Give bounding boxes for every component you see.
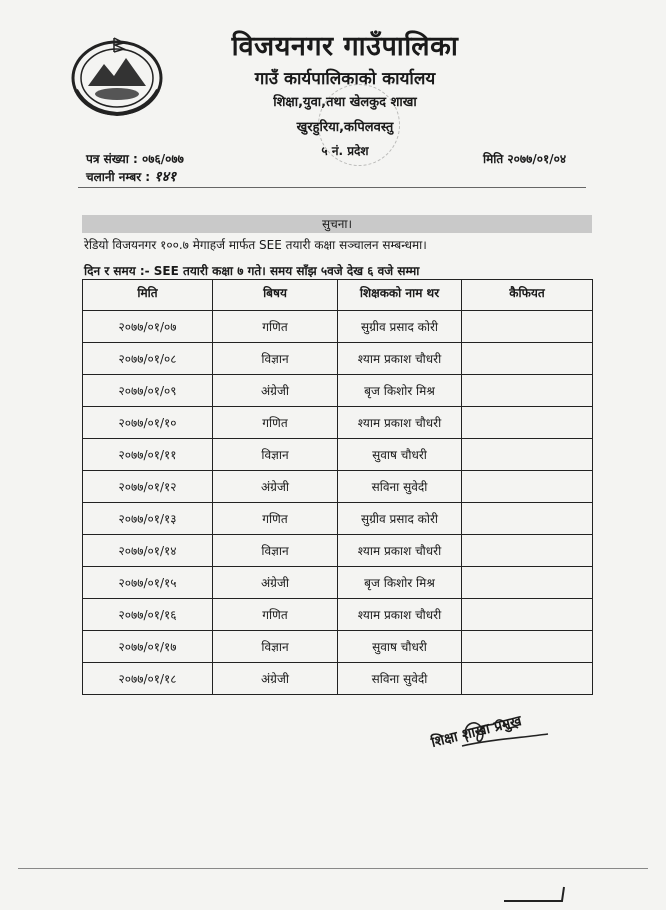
header-remarks: कैफियत	[462, 280, 593, 311]
cell-remarks	[462, 439, 593, 471]
header-date: मिति	[83, 280, 213, 311]
letter-number-label: पत्र संख्या :	[86, 152, 138, 166]
cell-date: २०७७/०१/१०	[83, 407, 213, 439]
cell-subject: गणित	[213, 503, 338, 535]
letter-date	[483, 150, 566, 167]
cell-teacher: सुवाष चौधरी	[338, 439, 462, 471]
cell-remarks	[462, 375, 593, 407]
schedule-table	[82, 279, 593, 695]
letter-number-value: ०७६/०७७	[141, 152, 184, 166]
cell-subject: गणित	[213, 311, 338, 343]
cell-remarks	[462, 407, 593, 439]
cell-date: २०७७/०१/१६	[83, 599, 213, 631]
cell-teacher: श्याम प्रकाश चौधरी	[338, 343, 462, 375]
cell-subject: विज्ञान	[213, 439, 338, 471]
table-row	[83, 471, 593, 503]
cell-date: २०७७/०१/०८	[83, 343, 213, 375]
cell-subject: विज्ञान	[213, 343, 338, 375]
dispatch-number-label: चलानी नम्बर :	[86, 170, 151, 184]
table-row	[83, 439, 593, 471]
table-row	[83, 663, 593, 695]
cell-remarks	[462, 631, 593, 663]
nepal-emblem-icon	[68, 34, 166, 118]
cell-teacher: श्याम प्रकाश चौधरी	[338, 535, 462, 567]
cell-subject: विज्ञान	[213, 535, 338, 567]
dispatch-number	[86, 167, 176, 186]
cell-teacher: सुवाष चौधरी	[338, 631, 462, 663]
cell-date: २०७७/०१/१८	[83, 663, 213, 695]
cell-date: २०७७/०१/०९	[83, 375, 213, 407]
cell-teacher: श्याम प्रकाश चौधरी	[338, 407, 462, 439]
table-header-row	[83, 280, 593, 311]
cell-remarks	[462, 535, 593, 567]
cell-teacher: सविना सुवेदी	[338, 471, 462, 503]
cell-remarks	[462, 311, 593, 343]
table-row	[83, 407, 593, 439]
cell-date: २०७७/०१/१४	[83, 535, 213, 567]
office-stamp	[318, 84, 400, 166]
office-name: गाउँ कार्यपालिकाको कार्यालय	[254, 69, 436, 89]
letter-number	[86, 150, 184, 167]
cell-subject: विज्ञान	[213, 631, 338, 663]
cell-date: २०७७/०१/१७	[83, 631, 213, 663]
table-row	[83, 631, 593, 663]
cell-subject: अंग्रेजी	[213, 663, 338, 695]
cell-remarks	[462, 503, 593, 535]
table-row	[83, 343, 593, 375]
cell-teacher: सुग्रीव प्रसाद कोरी	[338, 503, 462, 535]
header-teacher: शिक्षकको नाम थर	[338, 280, 462, 311]
cell-teacher: श्याम प्रकाश चौधरी	[338, 599, 462, 631]
cell-subject: अंग्रेजी	[213, 375, 338, 407]
cell-date: २०७७/०१/१२	[83, 471, 213, 503]
cell-teacher: बृज किशोर मिश्र	[338, 375, 462, 407]
province: ५ नं. प्रदेश	[321, 144, 369, 158]
footer-divider	[18, 868, 648, 869]
table-row	[83, 311, 593, 343]
table-row	[83, 567, 593, 599]
signatory-designation: शिक्षा शाखा प्रमुख	[429, 713, 524, 751]
table-row	[83, 375, 593, 407]
header-divider	[78, 187, 586, 188]
cell-remarks	[462, 471, 593, 503]
cell-date: २०७७/०१/०७	[83, 311, 213, 343]
cell-remarks	[462, 599, 593, 631]
cell-subject: अंग्रेजी	[213, 471, 338, 503]
cell-teacher: सुग्रीव प्रसाद कोरी	[338, 311, 462, 343]
cell-remarks	[462, 567, 593, 599]
dispatch-number-value: १४१	[154, 169, 177, 185]
table-row	[83, 535, 593, 567]
letter-date-value: २०७७/०१/०४	[507, 152, 567, 166]
cell-remarks	[462, 343, 593, 375]
branch-name: शिक्षा,युवा,तथा खेलकुद शाखा	[273, 95, 417, 110]
cell-date: २०७७/०१/११	[83, 439, 213, 471]
cell-teacher: बृज किशोर मिश्र	[338, 567, 462, 599]
cell-subject: अंग्रेजी	[213, 567, 338, 599]
notice-subject: रेडियो विजयनगर १००.७ मेगाहर्ज मार्फत SEE तयारी कक्षा सञ्चालन सम्बन्धमा।	[84, 238, 427, 252]
footer-mark	[500, 885, 570, 905]
notice-heading: सुचना।	[82, 215, 592, 233]
cell-teacher: सविना सुवेदी	[338, 663, 462, 695]
header-subject: बिषय	[213, 280, 338, 311]
notice-time: दिन र समय :- SEE तयारी कक्षा ७ गते। समय साँझ ५वजे देख ६ वजे सम्मा	[84, 264, 420, 278]
table-row	[83, 503, 593, 535]
cell-remarks	[462, 663, 593, 695]
cell-subject: गणित	[213, 407, 338, 439]
municipality-title: विजयनगर गाउँपालिका	[231, 31, 459, 62]
cell-subject: गणित	[213, 599, 338, 631]
table-row	[83, 599, 593, 631]
cell-date: २०७७/०१/१५	[83, 567, 213, 599]
cell-date: २०७७/०१/१३	[83, 503, 213, 535]
letter-date-label: मिति	[483, 152, 504, 166]
address: खुरहुरिया,कपिलवस्तु	[296, 120, 394, 135]
